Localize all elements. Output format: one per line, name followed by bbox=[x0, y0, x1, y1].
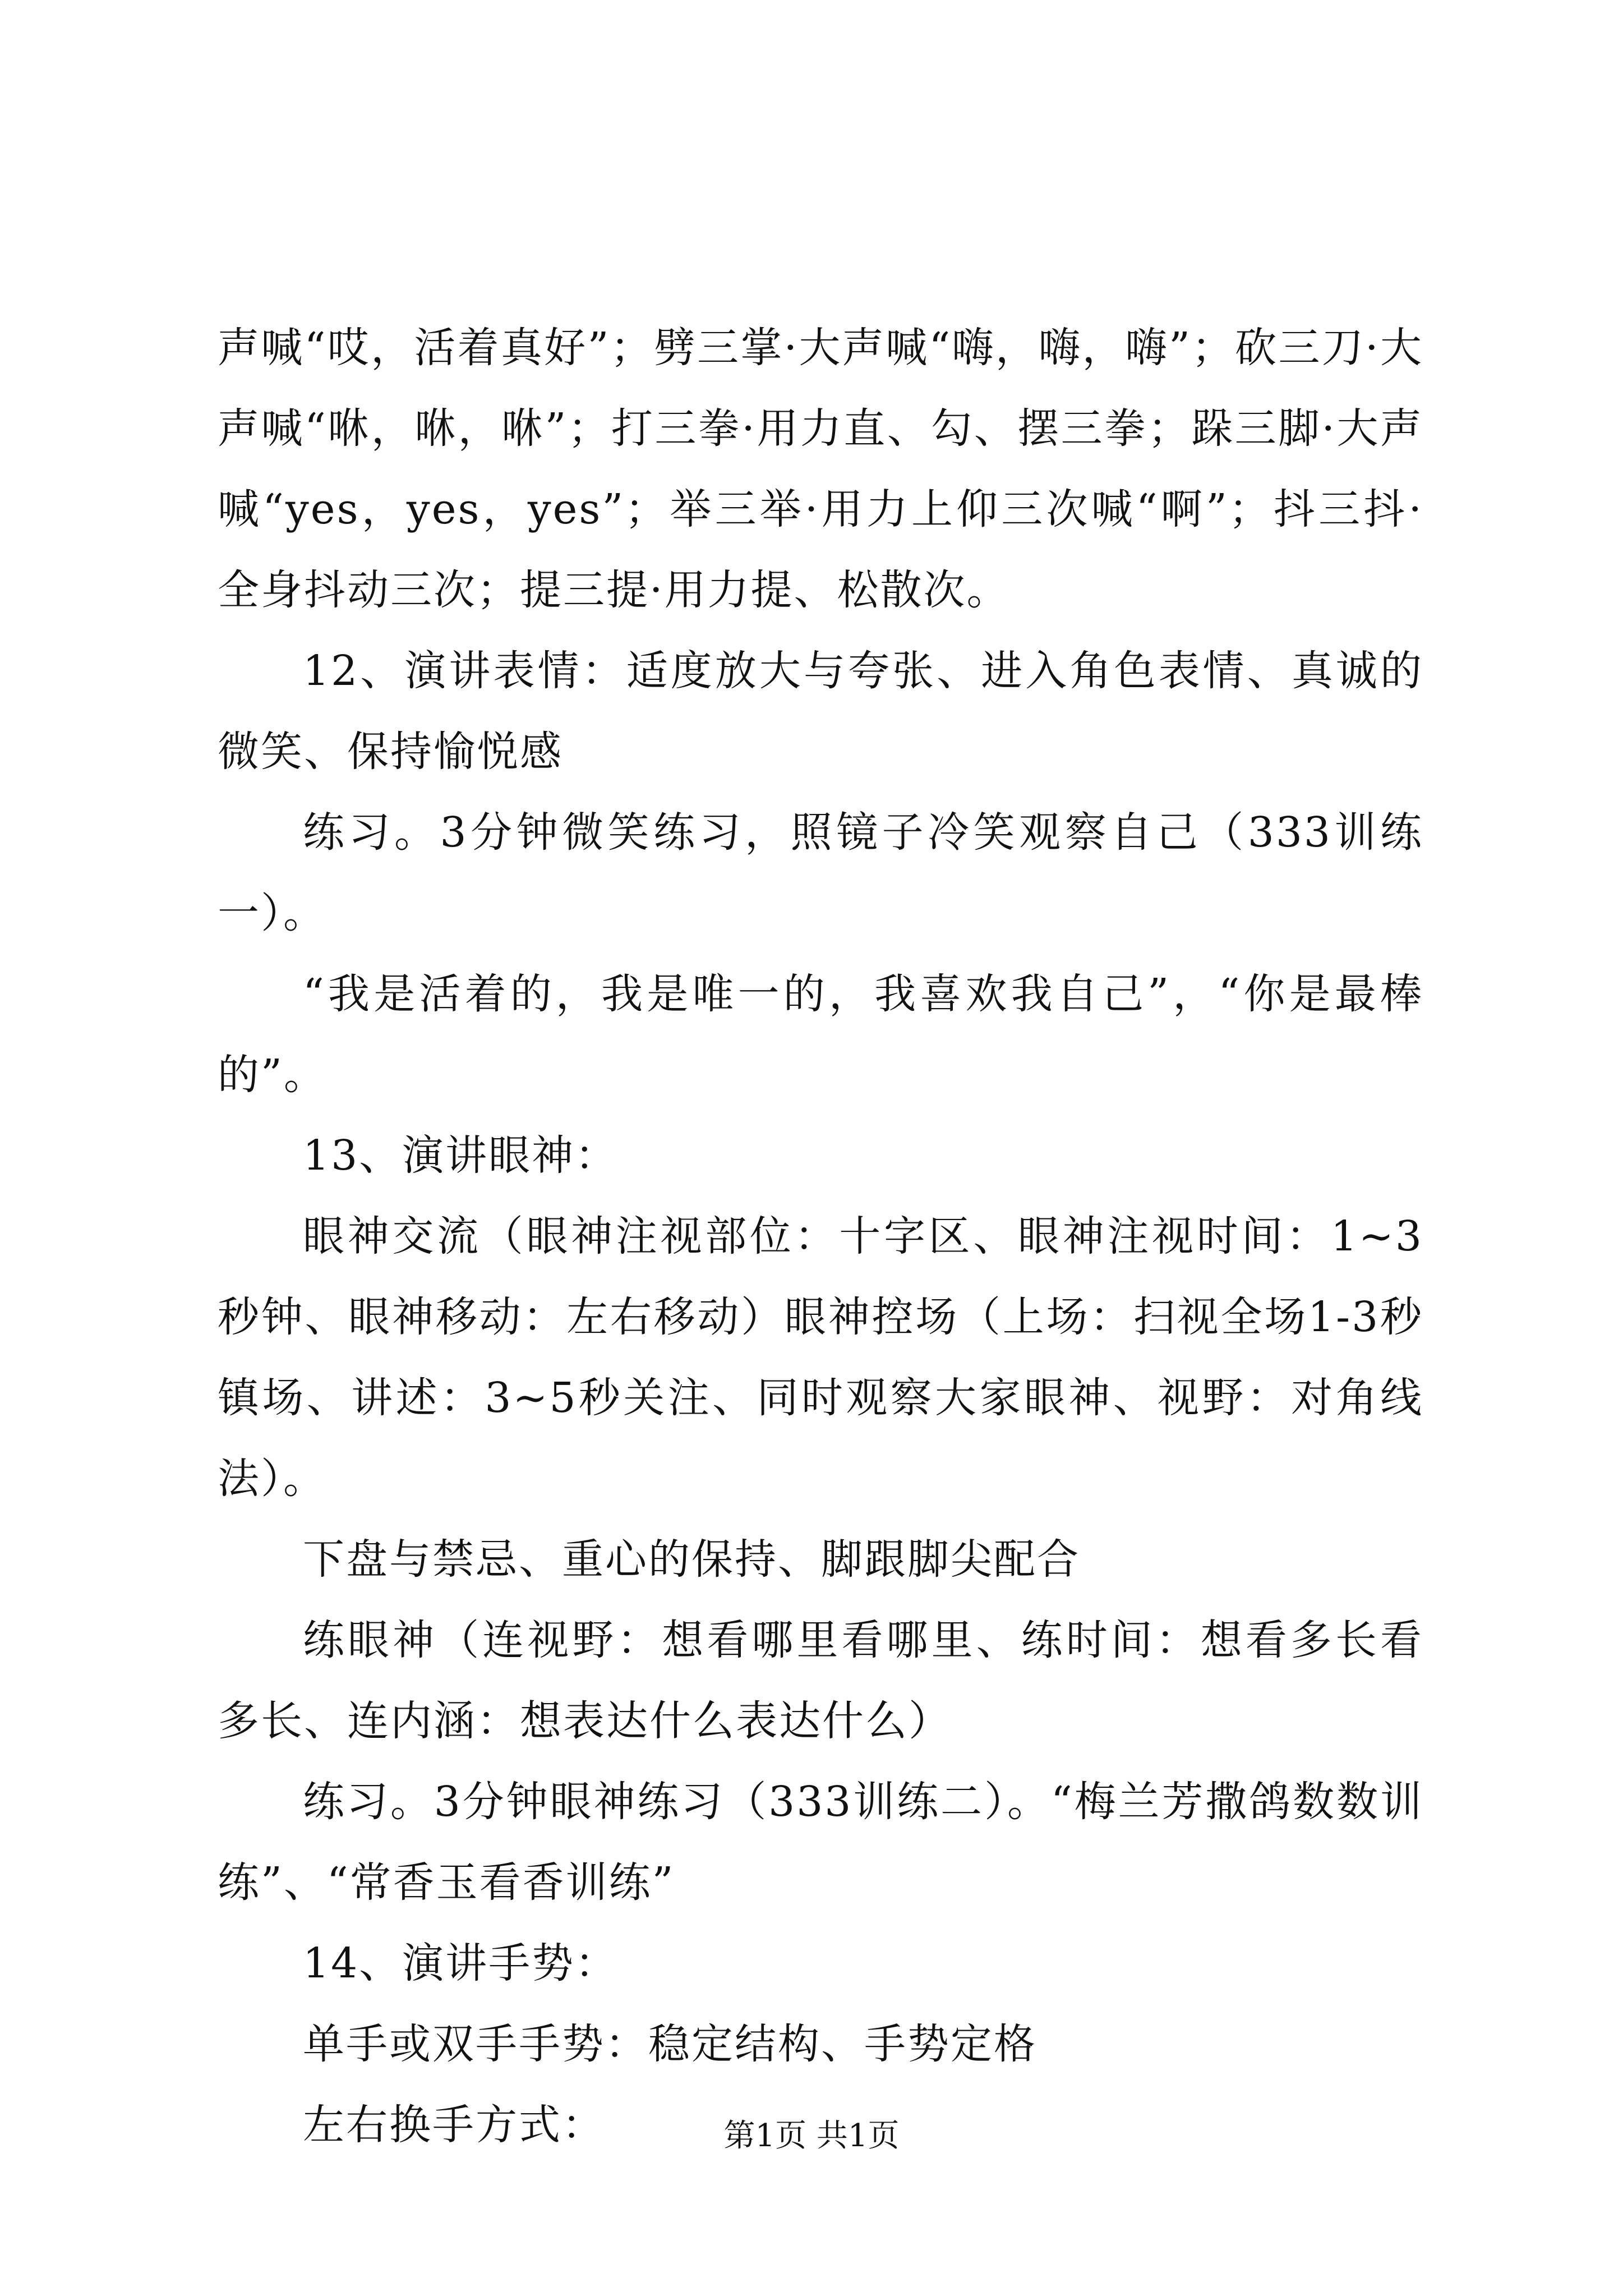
paragraph-hand-gesture: 单手或双手手势：稳定结构、手势定格 bbox=[303, 2020, 1037, 2068]
paragraph-switch-hands: 左右换手方式： bbox=[303, 2101, 605, 2149]
paragraph-eye-contact: 眼神交流（眼神注视部位：十字区、眼神注视时间：1~3秒钟、眼神移动：左右移动）眼神控场（上场：扫视全场1-3秒镇场、讲述：3~5秒关注、同时观察大家眼神、视野：对角线法）。 bbox=[218, 1212, 1423, 1503]
paragraph-continuation: 声喊“哎，活着真好”；劈三掌·大声喊“嗨，嗨，嗨”；砍三刀·大声喊“咻，咻，咻”；打三拳·用力直、勾、摆三拳；跺三脚·大声喊“yes，yes，yes”；举三举·用力上仰三次喊“啊”；抖三抖·全身抖动三次；提三提·用力提、松散次。 bbox=[218, 324, 1423, 614]
paragraph-smile-practice: 练习。3分钟微笑练习，照镜子冷笑观察自己（333训练一）。 bbox=[218, 808, 1423, 937]
paragraph-stance: 下盘与禁忌、重心的保持、脚跟脚尖配合 bbox=[303, 1535, 1080, 1584]
page-footer: 第1页 共1页 bbox=[723, 2118, 900, 2154]
paragraph-eye-practice: 练习。3分钟眼神练习（333训练二）。“梅兰芳撒鸽数数训练”、“常香玉看香训练” bbox=[218, 1778, 1423, 1907]
document-body bbox=[218, 307, 1423, 2165]
paragraph-eye-heading: 13、演讲眼神： bbox=[303, 1131, 619, 1180]
paragraph-gesture-heading: 14、演讲手势： bbox=[303, 1939, 619, 1987]
paragraph-eye-training: 练眼神（连视野：想看哪里看哪里、练时间：想看多长看多长、连内涵：想表达什么表达什么） bbox=[218, 1616, 1423, 1745]
paragraph-quote: “我是活着的，我是唯一的，我喜欢我自己”，“你是最棒的”。 bbox=[218, 970, 1423, 1099]
paragraph-expression-heading: 12、演讲表情：适度放大与夸张、进入角色表情、真诚的微笑、保持愉悦感 bbox=[218, 647, 1423, 776]
